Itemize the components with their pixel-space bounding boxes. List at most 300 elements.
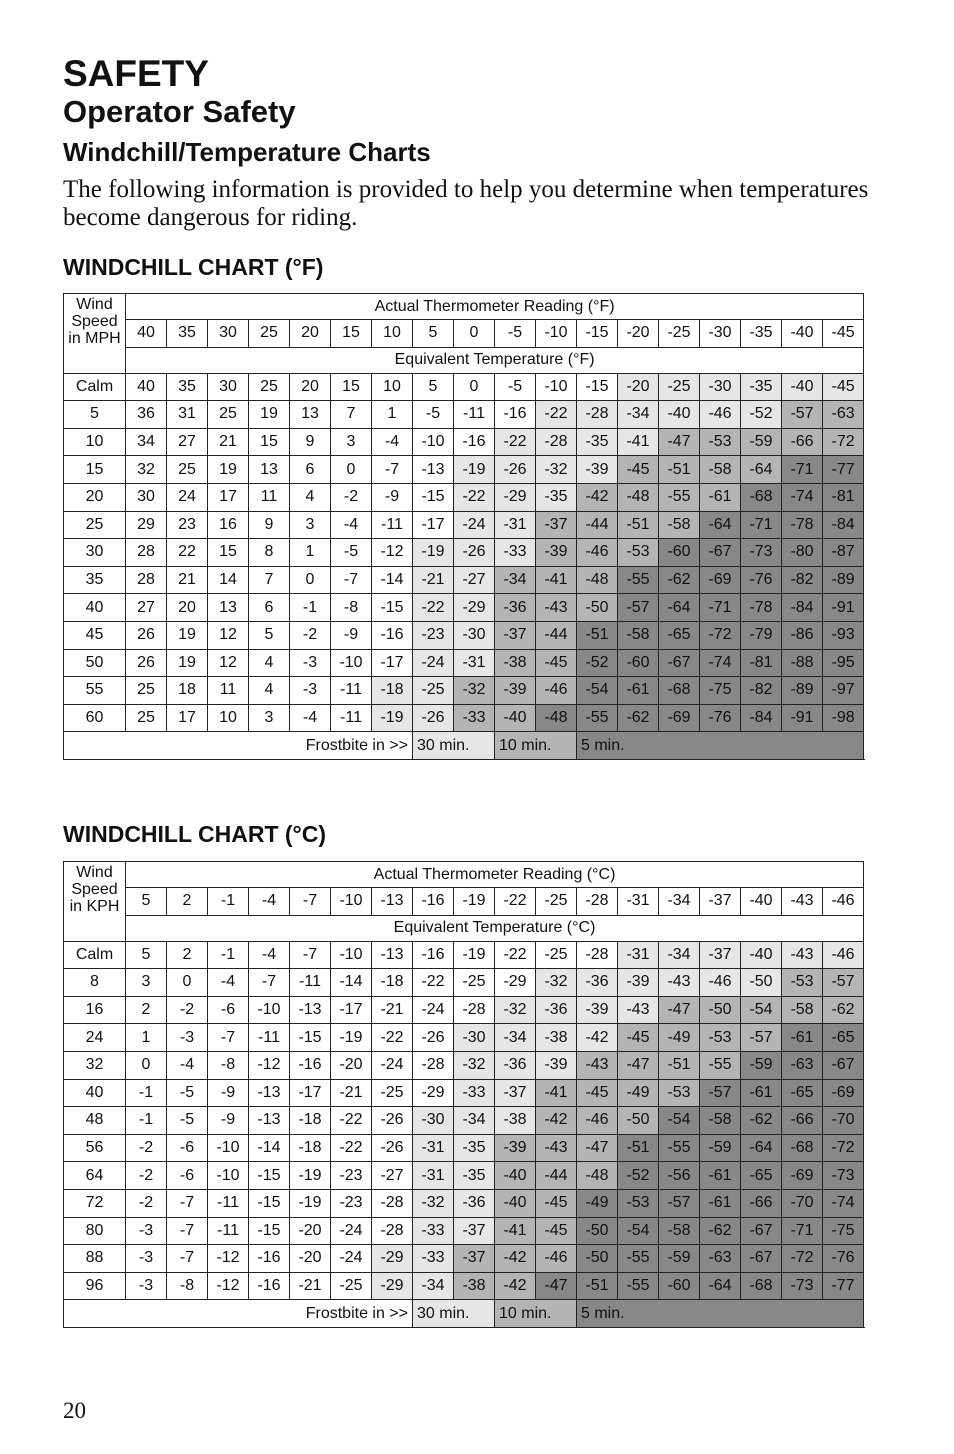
windchill-cell: -36 [577, 969, 618, 997]
windchill-cell: -22 [413, 594, 454, 622]
windchill-cell: 27 [167, 428, 208, 456]
wind-speed-cell: 15 [64, 456, 126, 484]
page-section-title: SAFETY [63, 53, 209, 94]
windchill-cell: 17 [167, 704, 208, 732]
windchill-cell: -14 [249, 1134, 290, 1162]
temp-header-cell: -5 [495, 320, 536, 348]
windchill-cell: -65 [823, 1024, 864, 1052]
windchill-cell: -31 [495, 511, 536, 539]
windchill-cell: -62 [700, 1217, 741, 1245]
windchill-cell: -7 [208, 1024, 249, 1052]
windchill-cell: -39 [577, 996, 618, 1024]
windchill-cell: -73 [741, 539, 782, 567]
temp-header-cell: -40 [782, 320, 823, 348]
windchill-cell: -47 [659, 428, 700, 456]
windchill-cell: -78 [741, 594, 782, 622]
frostbite-10min-zone: 10 min. [495, 1300, 577, 1328]
windchill-cell: -22 [331, 1134, 372, 1162]
windchill-cell: -91 [823, 594, 864, 622]
windchill-cell: 21 [167, 566, 208, 594]
windchill-cell: -87 [823, 539, 864, 567]
windchill-cell: -17 [413, 511, 454, 539]
temp-header-cell: -15 [577, 320, 618, 348]
windchill-cell: 4 [249, 649, 290, 677]
windchill-cell: 35 [167, 373, 208, 401]
windchill-cell: -75 [700, 677, 741, 705]
windchill-cell: -52 [577, 649, 618, 677]
windchill-cell: -15 [249, 1162, 290, 1190]
page-topic-title: Windchill/Temperature Charts [63, 137, 431, 167]
windchill-cell: -61 [700, 483, 741, 511]
windchill-cell: -32 [495, 996, 536, 1024]
temp-header-cell: -45 [823, 320, 864, 348]
wind-speed-cell: 35 [64, 566, 126, 594]
windchill-cell: 27 [126, 594, 167, 622]
windchill-cell: -37 [454, 1217, 495, 1245]
windchill-cell: -35 [454, 1162, 495, 1190]
windchill-cell: 6 [290, 456, 331, 484]
windchill-cell: 24 [167, 483, 208, 511]
wind-speed-cell: 45 [64, 621, 126, 649]
windchill-cell: -72 [700, 621, 741, 649]
windchill-cell: -29 [372, 1272, 413, 1300]
windchill-cell: -42 [577, 1024, 618, 1052]
table-row [64, 1079, 864, 1107]
windchill-cell: -49 [618, 1079, 659, 1107]
windchill-cell: -4 [331, 511, 372, 539]
windchill-cell: -5 [167, 1079, 208, 1107]
windchill-cell: -58 [700, 1107, 741, 1135]
fahrenheit-chart-title: WINDCHILL CHART (°F) [63, 254, 324, 280]
windchill-cell: -9 [208, 1107, 249, 1135]
windchill-cell: -15 [290, 1024, 331, 1052]
windchill-cell: 14 [208, 566, 249, 594]
windchill-cell: 3 [249, 704, 290, 732]
windchill-cell: -39 [536, 1051, 577, 1079]
windchill-cell: -55 [618, 1245, 659, 1273]
windchill-cell: -41 [536, 566, 577, 594]
wind-speed-cell: 24 [64, 1024, 126, 1052]
windchill-cell: -15 [372, 594, 413, 622]
temp-header-cell: -31 [618, 888, 659, 916]
windchill-cell: -7 [167, 1245, 208, 1273]
windchill-cell: 25 [208, 401, 249, 429]
table-row [64, 1272, 864, 1300]
windchill-cell: -18 [290, 1107, 331, 1135]
windchill-cell: 3 [126, 969, 167, 997]
wind-speed-cell: 72 [64, 1189, 126, 1217]
wind-speed-cell: 88 [64, 1245, 126, 1273]
windchill-cell: -17 [290, 1079, 331, 1107]
windchill-cell: -10 [249, 996, 290, 1024]
windchill-cell: -25 [454, 969, 495, 997]
windchill-cell: -35 [454, 1134, 495, 1162]
windchill-cell: -23 [331, 1162, 372, 1190]
windchill-cell: -17 [372, 649, 413, 677]
windchill-cell: -24 [331, 1245, 372, 1273]
windchill-cell: -13 [372, 941, 413, 969]
wind-speed-cell: 20 [64, 483, 126, 511]
windchill-cell: -59 [700, 1134, 741, 1162]
frostbite-row [64, 1300, 864, 1328]
windchill-cell: -47 [618, 1051, 659, 1079]
windchill-cell: -57 [700, 1079, 741, 1107]
windchill-cell: -84 [741, 704, 782, 732]
windchill-cell: -28 [577, 941, 618, 969]
windchill-cell: -43 [659, 969, 700, 997]
windchill-cell: -45 [536, 1217, 577, 1245]
windchill-cell: -55 [618, 566, 659, 594]
windchill-cell: -54 [577, 677, 618, 705]
windchill-cell: -41 [618, 428, 659, 456]
windchill-cell: -74 [782, 483, 823, 511]
windchill-cell: -7 [372, 456, 413, 484]
windchill-cell: -14 [372, 566, 413, 594]
windchill-cell: -54 [741, 996, 782, 1024]
windchill-cell: -12 [208, 1245, 249, 1273]
temp-header-cell: -7 [290, 888, 331, 916]
windchill-cell: -5 [413, 401, 454, 429]
windchill-cell: -19 [372, 704, 413, 732]
windchill-cell: -32 [413, 1189, 454, 1217]
windchill-cell: -64 [700, 511, 741, 539]
windchill-cell: -73 [782, 1272, 823, 1300]
windchill-cell: -7 [167, 1189, 208, 1217]
windchill-cell: -62 [659, 566, 700, 594]
windchill-cell: -43 [782, 941, 823, 969]
windchill-cell: -26 [372, 1134, 413, 1162]
windchill-cell: -53 [618, 1189, 659, 1217]
table-row [64, 996, 864, 1024]
windchill-cell: -3 [290, 677, 331, 705]
windchill-cell: -39 [618, 969, 659, 997]
windchill-cell: -34 [495, 566, 536, 594]
temp-header-cell: -4 [249, 888, 290, 916]
windchill-cell: 0 [331, 456, 372, 484]
windchill-cell: 1 [126, 1024, 167, 1052]
windchill-cell: -39 [577, 456, 618, 484]
table-row [64, 594, 864, 622]
windchill-cell: -21 [290, 1272, 331, 1300]
windchill-cell: 5 [249, 621, 290, 649]
windchill-cell: -44 [536, 1162, 577, 1190]
windchill-cell: -36 [454, 1189, 495, 1217]
windchill-cell: 19 [208, 456, 249, 484]
table-row [64, 1134, 864, 1162]
windchill-cell: -44 [577, 511, 618, 539]
windchill-cell: 19 [249, 401, 290, 429]
windchill-cell: -48 [536, 704, 577, 732]
windchill-cell: -45 [823, 373, 864, 401]
windchill-cell: -25 [331, 1272, 372, 1300]
windchill-cell: -45 [618, 1024, 659, 1052]
windchill-cell: -80 [782, 539, 823, 567]
temp-header-cell: -19 [454, 888, 495, 916]
windchill-cell: -61 [700, 1189, 741, 1217]
windchill-cell: -57 [659, 1189, 700, 1217]
windchill-cell: -65 [782, 1079, 823, 1107]
windchill-cell: -38 [495, 649, 536, 677]
windchill-cell: -84 [782, 594, 823, 622]
windchill-cell: -67 [700, 539, 741, 567]
windchill-cell: 16 [208, 511, 249, 539]
windchill-cell: -97 [823, 677, 864, 705]
windchill-cell: -28 [577, 401, 618, 429]
windchill-cell: -4 [372, 428, 413, 456]
wind-speed-cell: Calm [64, 941, 126, 969]
windchill-cell: -59 [659, 1245, 700, 1273]
windchill-cell: -35 [741, 373, 782, 401]
windchill-cell: 15 [208, 539, 249, 567]
windchill-cell: 20 [167, 594, 208, 622]
wind-speed-cell: 80 [64, 1217, 126, 1245]
windchill-cell: -50 [741, 969, 782, 997]
windchill-cell: -15 [249, 1189, 290, 1217]
windchill-cell: -30 [454, 1024, 495, 1052]
windchill-cell: -78 [782, 511, 823, 539]
windchill-cell: -22 [454, 483, 495, 511]
windchill-cell: -14 [331, 969, 372, 997]
windchill-cell: 25 [249, 373, 290, 401]
windchill-cell: -29 [495, 483, 536, 511]
windchill-cell: 19 [167, 621, 208, 649]
windchill-cell: -8 [167, 1272, 208, 1300]
windchill-cell: -34 [618, 401, 659, 429]
windchill-cell: -42 [495, 1245, 536, 1273]
windchill-cell: -40 [782, 373, 823, 401]
windchill-cell: -62 [618, 704, 659, 732]
windchill-cell: -68 [782, 1134, 823, 1162]
windchill-cell: -8 [208, 1051, 249, 1079]
windchill-cell: -65 [659, 621, 700, 649]
windchill-cell: -93 [823, 621, 864, 649]
wind-speed-header: Wind Speed in MPH [64, 294, 126, 374]
windchill-cell: 3 [331, 428, 372, 456]
windchill-cell: -13 [249, 1107, 290, 1135]
windchill-cell: -36 [536, 996, 577, 1024]
windchill-cell: -40 [495, 1189, 536, 1217]
windchill-cell: -2 [290, 621, 331, 649]
windchill-cell: 0 [167, 969, 208, 997]
windchill-cell: -46 [577, 1107, 618, 1135]
windchill-cell: -45 [536, 1189, 577, 1217]
windchill-cell: -55 [577, 704, 618, 732]
windchill-cell: -38 [454, 1272, 495, 1300]
windchill-cell: -30 [700, 373, 741, 401]
windchill-cell: 2 [126, 996, 167, 1024]
windchill-cell: -30 [413, 1107, 454, 1135]
wind-speed-cell: 55 [64, 677, 126, 705]
windchill-cell: -61 [741, 1079, 782, 1107]
windchill-cell: -49 [577, 1189, 618, 1217]
table-row [64, 677, 864, 705]
windchill-cell: -9 [372, 483, 413, 511]
temp-header-cell: -22 [495, 888, 536, 916]
windchill-cell: -70 [823, 1107, 864, 1135]
table-row [64, 704, 864, 732]
windchill-cell: 0 [454, 373, 495, 401]
wind-speed-cell: 5 [64, 401, 126, 429]
windchill-cell: -31 [413, 1162, 454, 1190]
windchill-cell: -51 [659, 456, 700, 484]
windchill-cell: -11 [208, 1217, 249, 1245]
windchill-cell: -4 [290, 704, 331, 732]
equivalent-temp-header: Equivalent Temperature (°C) [126, 915, 864, 941]
header-row-actual [64, 862, 864, 888]
windchill-cell: -31 [454, 649, 495, 677]
windchill-cell: -71 [782, 456, 823, 484]
windchill-cell: 19 [167, 649, 208, 677]
windchill-cell: -18 [372, 969, 413, 997]
windchill-cell: -3 [126, 1245, 167, 1273]
windchill-cell: -37 [454, 1245, 495, 1273]
windchill-cell: -29 [413, 1079, 454, 1107]
windchill-cell: -51 [618, 511, 659, 539]
windchill-cell: -69 [823, 1079, 864, 1107]
windchill-cell: -20 [290, 1245, 331, 1273]
windchill-cell: 29 [126, 511, 167, 539]
windchill-cell: 36 [126, 401, 167, 429]
windchill-cell: -4 [167, 1051, 208, 1079]
windchill-cell: -37 [700, 941, 741, 969]
header-row-temps [64, 320, 864, 348]
windchill-cell: -57 [741, 1024, 782, 1052]
windchill-cell: 32 [126, 456, 167, 484]
windchill-cell: 26 [126, 621, 167, 649]
windchill-cell: -17 [331, 996, 372, 1024]
frostbite-10min-zone: 10 min. [495, 732, 577, 760]
windchill-cell: -40 [659, 401, 700, 429]
windchill-cell: -25 [536, 941, 577, 969]
windchill-cell: -2 [126, 1162, 167, 1190]
windchill-cell: -72 [823, 428, 864, 456]
frostbite-label: Frostbite in >> [64, 732, 413, 760]
windchill-cell: -26 [495, 456, 536, 484]
windchill-cell: -42 [495, 1272, 536, 1300]
windchill-cell: -64 [659, 594, 700, 622]
windchill-cell: -76 [741, 566, 782, 594]
frostbite-30min-zone: 30 min. [413, 732, 495, 760]
table-row [64, 456, 864, 484]
frostbite-30min-zone: 30 min. [413, 1300, 495, 1328]
windchill-cell: -61 [782, 1024, 823, 1052]
windchill-cell: -19 [290, 1162, 331, 1190]
windchill-cell: -4 [208, 969, 249, 997]
windchill-cell: 34 [126, 428, 167, 456]
windchill-cell: -54 [659, 1107, 700, 1135]
windchill-cell: -2 [126, 1134, 167, 1162]
temp-header-cell: -35 [741, 320, 782, 348]
windchill-cell: -38 [495, 1107, 536, 1135]
windchill-cell: 22 [167, 539, 208, 567]
windchill-cell: -7 [249, 969, 290, 997]
windchill-cell: -38 [536, 1024, 577, 1052]
windchill-cell: -58 [659, 1217, 700, 1245]
windchill-cell: -27 [454, 566, 495, 594]
windchill-cell: -32 [536, 969, 577, 997]
wind-speed-cell: 8 [64, 969, 126, 997]
windchill-cell: -36 [495, 594, 536, 622]
windchill-cell: -68 [741, 1272, 782, 1300]
windchill-cell: -39 [536, 539, 577, 567]
windchill-cell: -16 [249, 1245, 290, 1273]
windchill-cell: -19 [331, 1024, 372, 1052]
windchill-cell: -53 [618, 539, 659, 567]
windchill-cell: -50 [577, 1217, 618, 1245]
windchill-cell: -62 [823, 996, 864, 1024]
temp-header-cell: 5 [126, 888, 167, 916]
windchill-cell: -3 [167, 1024, 208, 1052]
wind-speed-cell: 16 [64, 996, 126, 1024]
temp-header-cell: 20 [290, 320, 331, 348]
windchill-cell: -27 [372, 1162, 413, 1190]
windchill-cell: -2 [331, 483, 372, 511]
windchill-cell: -58 [700, 456, 741, 484]
windchill-cell: -24 [413, 649, 454, 677]
windchill-cell: -46 [536, 677, 577, 705]
windchill-cell: -49 [659, 1024, 700, 1052]
windchill-cell: 9 [290, 428, 331, 456]
windchill-cell: -63 [782, 1051, 823, 1079]
windchill-cell: -79 [741, 621, 782, 649]
table-row [64, 969, 864, 997]
windchill-cell: -34 [495, 1024, 536, 1052]
windchill-cell: -69 [700, 566, 741, 594]
windchill-cell: -6 [167, 1134, 208, 1162]
windchill-cell: -12 [249, 1051, 290, 1079]
windchill-cell: -81 [741, 649, 782, 677]
windchill-cell: -46 [536, 1245, 577, 1273]
windchill-cell: -16 [413, 941, 454, 969]
windchill-cell: -50 [700, 996, 741, 1024]
windchill-cell: -13 [413, 456, 454, 484]
windchill-cell: -25 [659, 373, 700, 401]
windchill-cell: -47 [536, 1272, 577, 1300]
windchill-cell: -67 [659, 649, 700, 677]
windchill-cell: -51 [618, 1134, 659, 1162]
windchill-cell: 11 [208, 677, 249, 705]
windchill-cell: -43 [577, 1051, 618, 1079]
windchill-cell: -54 [618, 1217, 659, 1245]
windchill-cell: -5 [167, 1107, 208, 1135]
frostbite-row [64, 732, 864, 760]
temp-header-cell: -1 [208, 888, 249, 916]
windchill-cell: -60 [659, 1272, 700, 1300]
windchill-cell: -25 [372, 1079, 413, 1107]
windchill-cell: 13 [290, 401, 331, 429]
wind-speed-cell: 25 [64, 511, 126, 539]
windchill-cell: -72 [782, 1245, 823, 1273]
windchill-cell: -6 [167, 1162, 208, 1190]
header-row-actual [64, 294, 864, 320]
windchill-cell: -13 [290, 996, 331, 1024]
windchill-cell: -26 [413, 704, 454, 732]
windchill-cell: -43 [536, 594, 577, 622]
windchill-cell: -23 [413, 621, 454, 649]
windchill-cell: 26 [126, 649, 167, 677]
windchill-cell: -63 [823, 401, 864, 429]
windchill-cell: -64 [741, 1134, 782, 1162]
windchill-cell: -68 [741, 483, 782, 511]
windchill-cell: -71 [782, 1217, 823, 1245]
windchill-cell: -58 [618, 621, 659, 649]
windchill-cell: -69 [782, 1162, 823, 1190]
table-row [64, 539, 864, 567]
windchill-cell: -16 [495, 401, 536, 429]
temp-header-cell: -13 [372, 888, 413, 916]
windchill-cell: -47 [659, 996, 700, 1024]
windchill-cell: 25 [167, 456, 208, 484]
